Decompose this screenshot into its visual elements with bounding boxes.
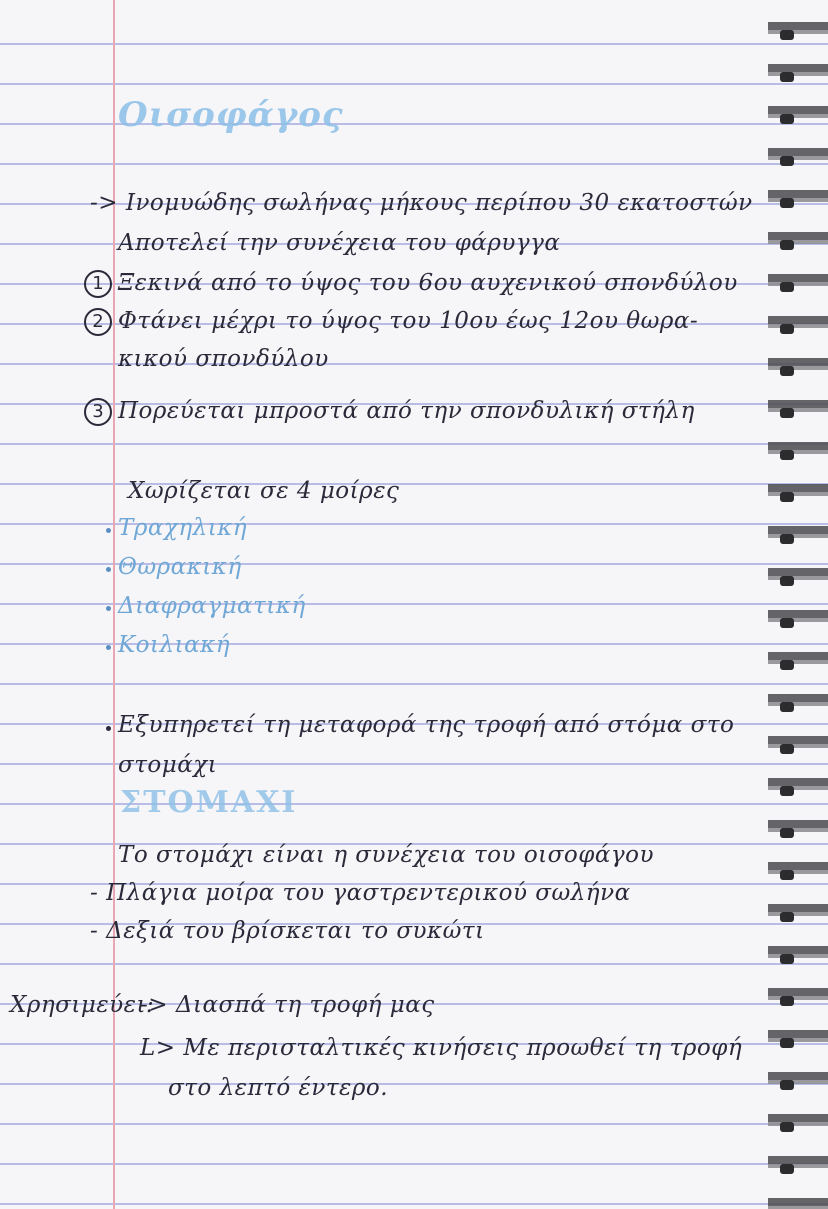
binding-hole	[780, 660, 794, 670]
point-text-3: Πορεύεται μπροστά από την σπονδυλική στήλη	[118, 398, 695, 424]
binding-hole	[780, 198, 794, 208]
binding-hole	[780, 912, 794, 922]
stomach-line-3: - Δεξιά του βρίσκεται το συκώτι	[90, 918, 485, 944]
part-2: Θωρακική	[118, 554, 242, 580]
binding-hole	[780, 828, 794, 838]
binding-hole	[780, 30, 794, 40]
binding-hole	[780, 240, 794, 250]
stomach-line-1: Το στομάχι είναι η συνέχεια του οισοφάγου	[118, 842, 654, 868]
binding-hole	[780, 870, 794, 880]
divides-label: Χωρίζεται σε 4 μοίρες	[128, 478, 400, 504]
point-text-2-cont: κικού σπονδύλου	[118, 346, 329, 372]
uses-label: Χρησιμεύει:	[10, 992, 155, 1018]
part-3: Διαφραγματική	[118, 593, 306, 619]
binding-hole	[780, 408, 794, 418]
part-1: Τραχηλική	[118, 515, 248, 541]
intro-line-2: Αποτελεί την συνέχεια του φάρυγγα	[118, 230, 561, 256]
point-number-2: 2	[84, 308, 112, 336]
binding-hole	[780, 1038, 794, 1048]
binding-hole	[780, 450, 794, 460]
binding-hole	[780, 534, 794, 544]
margin-line	[113, 0, 115, 1209]
function-bullet	[106, 726, 111, 731]
part-4: Κοιλιακή	[118, 632, 231, 658]
spiral-binding	[768, 0, 828, 1209]
function-line-1: Εξυπηρετεί τη μεταφορά της τροφή από στόμα στο	[118, 712, 735, 738]
binding-hole	[780, 72, 794, 82]
binding-hole	[780, 1122, 794, 1132]
intro-line-1: -> Ινομυώδης σωλήνας μήκους περίπου 30 εκατοστών	[90, 190, 753, 216]
binding-hole	[780, 786, 794, 796]
binding-hole	[780, 366, 794, 376]
part-bullet-4	[106, 645, 111, 650]
binding-hole	[780, 996, 794, 1006]
binding-hole	[780, 954, 794, 964]
binding-hole	[780, 702, 794, 712]
binding-hole	[780, 1164, 794, 1174]
binding-hole	[780, 576, 794, 586]
function-line-2: στομάχι	[118, 752, 218, 778]
part-bullet-3	[106, 606, 111, 611]
point-text-2: Φτάνει μέχρι το ύψος του 10ου έως 12ου θωρα-	[118, 308, 699, 334]
part-bullet-2	[106, 567, 111, 572]
point-number-3: 3	[84, 398, 112, 426]
uses-line-2: L> Με περισταλτικές κινήσεις προωθεί τη τροφή	[140, 1035, 743, 1061]
section-title-stomach: ΣΤΟΜΑΧΙ	[120, 785, 298, 820]
binding-hole	[780, 114, 794, 124]
binding-hole	[780, 492, 794, 502]
point-text-1: Ξεκινά από το ύψος του 6ου αυχενικού σπονδύλου	[118, 270, 738, 296]
uses-line-3: στο λεπτό έντερο.	[168, 1075, 389, 1101]
binding-hole	[780, 156, 794, 166]
binding-hole	[780, 324, 794, 334]
binding-hole	[780, 744, 794, 754]
stomach-line-2: - Πλάγια μοίρα του γαστρεντερικού σωλήνα	[90, 880, 631, 906]
part-bullet-1	[106, 528, 111, 533]
page-title: Οισοφάγος	[118, 95, 344, 135]
point-number-1: 1	[84, 270, 112, 298]
uses-line-1: -> Διασπά τη τροφή μας	[140, 992, 435, 1018]
binding-hole	[780, 618, 794, 628]
binding-hole	[780, 282, 794, 292]
binding-hole	[780, 1080, 794, 1090]
